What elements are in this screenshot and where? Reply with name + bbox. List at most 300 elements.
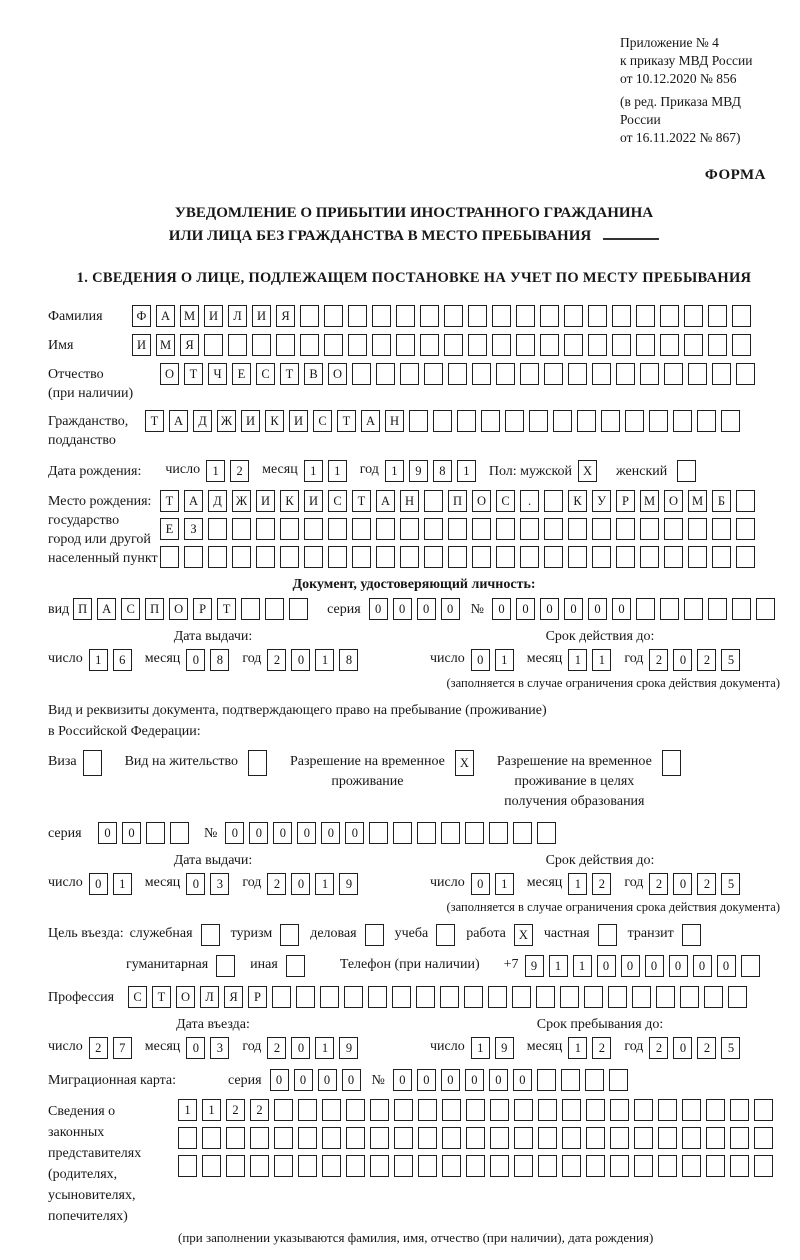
char-cell[interactable] [592,363,611,385]
char-cell[interactable]: Я [276,305,295,327]
char-cell[interactable]: 0 [249,822,268,844]
char-cell[interactable]: 0 [441,598,460,620]
char-cell[interactable] [328,546,347,568]
char-cell[interactable] [732,598,751,620]
char-cell[interactable]: М [156,334,175,356]
char-cell[interactable]: 5 [721,873,740,895]
char-cell[interactable]: 0 [98,822,117,844]
char-cell[interactable] [640,518,659,540]
char-cell[interactable]: 0 [270,1069,289,1091]
char-cell[interactable] [625,410,644,432]
char-cell[interactable]: 2 [226,1099,245,1121]
char-cell[interactable] [394,1155,413,1177]
char-cell[interactable] [608,986,627,1008]
char-cell[interactable]: Ж [217,410,236,432]
char-cell[interactable]: М [688,490,707,512]
char-cell[interactable]: С [313,410,332,432]
char-cell[interactable]: С [128,986,147,1008]
char-cell[interactable]: 0 [393,1069,412,1091]
char-cell[interactable] [706,1099,725,1121]
char-cell[interactable]: 0 [294,1069,313,1091]
char-cell[interactable]: К [280,490,299,512]
char-cell[interactable]: 8 [339,649,358,671]
char-cell[interactable] [489,822,508,844]
char-cell[interactable]: 0 [513,1069,532,1091]
char-cell[interactable] [352,518,371,540]
char-cell[interactable] [274,1127,293,1149]
char-cell[interactable]: 0 [621,955,640,977]
char-cell[interactable]: 0 [186,873,205,895]
char-cell[interactable] [538,1099,557,1121]
char-cell[interactable] [736,490,755,512]
char-cell[interactable] [564,305,583,327]
char-cell[interactable]: А [156,305,175,327]
char-cell[interactable]: О [169,598,188,620]
char-cell[interactable] [544,490,563,512]
char-cell[interactable] [369,822,388,844]
char-cell[interactable] [609,1069,628,1091]
char-cell[interactable]: 0 [297,822,316,844]
char-cell[interactable] [472,546,491,568]
char-cell[interactable]: 9 [339,873,358,895]
char-cell[interactable] [304,546,323,568]
char-cell[interactable]: 9 [495,1037,514,1059]
char-cell[interactable]: 8 [433,460,452,482]
purpose-tourism-checkbox[interactable] [280,924,299,946]
char-cell[interactable] [178,1127,197,1149]
char-cell[interactable]: 1 [471,1037,490,1059]
char-cell[interactable]: И [304,490,323,512]
char-cell[interactable] [424,490,443,512]
char-cell[interactable] [537,822,556,844]
char-cell[interactable]: Я [224,986,243,1008]
char-cell[interactable]: 1 [495,873,514,895]
char-cell[interactable] [394,1127,413,1149]
char-cell[interactable] [697,410,716,432]
char-cell[interactable] [529,410,548,432]
char-cell[interactable]: О [328,363,347,385]
char-cell[interactable] [640,363,659,385]
char-cell[interactable] [712,546,731,568]
char-cell[interactable]: Р [193,598,212,620]
char-cell[interactable]: 0 [645,955,664,977]
temp-residence-permit-checkbox[interactable]: X [455,750,474,776]
char-cell[interactable] [444,305,463,327]
char-cell[interactable]: 1 [328,460,347,482]
char-cell[interactable] [276,334,295,356]
char-cell[interactable]: 2 [649,1037,668,1059]
char-cell[interactable]: 2 [267,873,286,895]
char-cell[interactable] [592,518,611,540]
char-cell[interactable]: 1 [568,649,587,671]
char-cell[interactable]: 0 [89,873,108,895]
char-cell[interactable] [420,305,439,327]
male-checkbox[interactable]: X [578,460,597,482]
char-cell[interactable] [664,546,683,568]
char-cell[interactable]: 0 [465,1069,484,1091]
char-cell[interactable] [496,518,515,540]
char-cell[interactable] [376,363,395,385]
char-cell[interactable] [610,1127,629,1149]
char-cell[interactable]: 2 [697,873,716,895]
char-cell[interactable]: С [328,490,347,512]
char-cell[interactable]: 1 [206,460,225,482]
char-cell[interactable]: 0 [342,1069,361,1091]
char-cell[interactable]: 0 [612,598,631,620]
char-cell[interactable]: 1 [592,649,611,671]
char-cell[interactable]: 1 [549,955,568,977]
char-cell[interactable] [553,410,572,432]
char-cell[interactable]: 5 [721,1037,740,1059]
char-cell[interactable] [560,986,579,1008]
char-cell[interactable] [376,546,395,568]
char-cell[interactable]: 9 [409,460,428,482]
char-cell[interactable]: 0 [673,649,692,671]
char-cell[interactable] [409,410,428,432]
char-cell[interactable]: Л [200,986,219,1008]
char-cell[interactable] [368,986,387,1008]
char-cell[interactable] [658,1127,677,1149]
char-cell[interactable] [466,1127,485,1149]
char-cell[interactable]: Н [385,410,404,432]
char-cell[interactable] [241,598,260,620]
char-cell[interactable] [464,986,483,1008]
char-cell[interactable] [442,1099,461,1121]
char-cell[interactable] [208,546,227,568]
char-cell[interactable]: Ж [232,490,251,512]
char-cell[interactable] [586,1099,605,1121]
char-cell[interactable] [708,334,727,356]
char-cell[interactable] [544,363,563,385]
char-cell[interactable]: П [145,598,164,620]
char-cell[interactable] [420,334,439,356]
char-cell[interactable] [537,1069,556,1091]
char-cell[interactable] [514,1127,533,1149]
char-cell[interactable] [370,1099,389,1121]
char-cell[interactable]: Б [712,490,731,512]
char-cell[interactable] [418,1127,437,1149]
char-cell[interactable] [513,822,532,844]
char-cell[interactable] [588,305,607,327]
char-cell[interactable]: О [472,490,491,512]
char-cell[interactable] [544,518,563,540]
char-cell[interactable] [394,1099,413,1121]
temp-residence-permit-education-checkbox[interactable] [662,750,681,776]
char-cell[interactable]: С [256,363,275,385]
char-cell[interactable]: И [204,305,223,327]
char-cell[interactable] [457,410,476,432]
char-cell[interactable] [488,986,507,1008]
char-cell[interactable] [736,546,755,568]
char-cell[interactable]: А [169,410,188,432]
char-cell[interactable] [684,305,703,327]
char-cell[interactable] [616,546,635,568]
char-cell[interactable]: А [97,598,116,620]
char-cell[interactable] [346,1099,365,1121]
char-cell[interactable] [204,334,223,356]
char-cell[interactable] [433,410,452,432]
char-cell[interactable]: П [73,598,92,620]
char-cell[interactable] [250,1127,269,1149]
char-cell[interactable] [616,363,635,385]
char-cell[interactable] [322,1127,341,1149]
char-cell[interactable] [584,986,603,1008]
char-cell[interactable] [586,1127,605,1149]
char-cell[interactable] [561,1069,580,1091]
char-cell[interactable]: 0 [564,598,583,620]
char-cell[interactable]: 0 [492,598,511,620]
char-cell[interactable]: 0 [318,1069,337,1091]
char-cell[interactable]: Т [217,598,236,620]
char-cell[interactable] [252,334,271,356]
char-cell[interactable] [634,1155,653,1177]
purpose-study-checkbox[interactable] [436,924,455,946]
char-cell[interactable]: 1 [568,1037,587,1059]
char-cell[interactable] [612,334,631,356]
char-cell[interactable]: 0 [369,598,388,620]
char-cell[interactable]: 0 [588,598,607,620]
char-cell[interactable] [562,1155,581,1177]
char-cell[interactable] [346,1155,365,1177]
char-cell[interactable] [514,1099,533,1121]
char-cell[interactable]: Т [337,410,356,432]
char-cell[interactable] [328,518,347,540]
char-cell[interactable] [688,363,707,385]
char-cell[interactable] [704,986,723,1008]
char-cell[interactable] [682,1099,701,1121]
char-cell[interactable]: 0 [345,822,364,844]
char-cell[interactable]: 0 [471,649,490,671]
char-cell[interactable] [514,1155,533,1177]
purpose-private-checkbox[interactable] [598,924,617,946]
char-cell[interactable]: С [496,490,515,512]
char-cell[interactable]: 0 [717,955,736,977]
char-cell[interactable] [441,822,460,844]
char-cell[interactable]: 0 [291,873,310,895]
char-cell[interactable] [634,1099,653,1121]
char-cell[interactable]: 2 [267,1037,286,1059]
char-cell[interactable]: 2 [592,873,611,895]
char-cell[interactable]: 0 [673,1037,692,1059]
char-cell[interactable] [706,1127,725,1149]
char-cell[interactable]: Е [232,363,251,385]
char-cell[interactable] [146,822,165,844]
char-cell[interactable] [588,334,607,356]
char-cell[interactable]: 0 [321,822,340,844]
char-cell[interactable]: Л [228,305,247,327]
char-cell[interactable]: 2 [250,1099,269,1121]
char-cell[interactable] [736,518,755,540]
char-cell[interactable]: 1 [495,649,514,671]
char-cell[interactable] [396,334,415,356]
char-cell[interactable] [536,986,555,1008]
char-cell[interactable]: 0 [417,1069,436,1091]
char-cell[interactable] [466,1155,485,1177]
char-cell[interactable] [736,363,755,385]
char-cell[interactable] [616,518,635,540]
char-cell[interactable]: 0 [393,598,412,620]
char-cell[interactable] [370,1155,389,1177]
char-cell[interactable] [448,546,467,568]
char-cell[interactable] [712,518,731,540]
char-cell[interactable] [300,334,319,356]
char-cell[interactable]: 0 [225,822,244,844]
char-cell[interactable] [562,1099,581,1121]
char-cell[interactable] [636,334,655,356]
char-cell[interactable]: 2 [89,1037,108,1059]
char-cell[interactable]: 2 [267,649,286,671]
char-cell[interactable]: Р [616,490,635,512]
char-cell[interactable]: 2 [230,460,249,482]
char-cell[interactable] [688,546,707,568]
char-cell[interactable] [732,305,751,327]
char-cell[interactable] [472,363,491,385]
char-cell[interactable] [492,305,511,327]
char-cell[interactable] [610,1155,629,1177]
char-cell[interactable] [660,305,679,327]
char-cell[interactable]: У [592,490,611,512]
char-cell[interactable]: Т [152,986,171,1008]
char-cell[interactable] [440,986,459,1008]
char-cell[interactable] [184,546,203,568]
char-cell[interactable] [472,518,491,540]
char-cell[interactable] [298,1099,317,1121]
char-cell[interactable] [160,546,179,568]
char-cell[interactable]: З [184,518,203,540]
char-cell[interactable] [442,1127,461,1149]
char-cell[interactable]: 1 [385,460,404,482]
char-cell[interactable] [490,1155,509,1177]
char-cell[interactable] [250,1155,269,1177]
purpose-other-checkbox[interactable] [286,955,305,977]
char-cell[interactable]: С [121,598,140,620]
char-cell[interactable]: 3 [210,1037,229,1059]
char-cell[interactable]: О [176,986,195,1008]
char-cell[interactable]: А [376,490,395,512]
char-cell[interactable]: Р [248,986,267,1008]
char-cell[interactable]: 9 [339,1037,358,1059]
char-cell[interactable]: 0 [540,598,559,620]
char-cell[interactable]: 2 [697,649,716,671]
char-cell[interactable]: М [180,305,199,327]
char-cell[interactable]: Н [400,490,419,512]
char-cell[interactable] [208,518,227,540]
char-cell[interactable] [708,305,727,327]
char-cell[interactable]: И [252,305,271,327]
char-cell[interactable] [370,1127,389,1149]
char-cell[interactable] [520,518,539,540]
char-cell[interactable]: 0 [516,598,535,620]
purpose-business-checkbox[interactable] [365,924,384,946]
char-cell[interactable]: Ф [132,305,151,327]
char-cell[interactable] [344,986,363,1008]
char-cell[interactable] [468,334,487,356]
char-cell[interactable] [664,363,683,385]
char-cell[interactable]: 0 [489,1069,508,1091]
char-cell[interactable] [730,1099,749,1121]
char-cell[interactable] [660,334,679,356]
char-cell[interactable] [226,1127,245,1149]
char-cell[interactable] [352,546,371,568]
char-cell[interactable]: Т [280,363,299,385]
char-cell[interactable]: Т [145,410,164,432]
char-cell[interactable]: 0 [273,822,292,844]
char-cell[interactable] [708,598,727,620]
char-cell[interactable] [298,1127,317,1149]
char-cell[interactable]: 1 [315,873,334,895]
char-cell[interactable] [274,1099,293,1121]
char-cell[interactable] [424,518,443,540]
char-cell[interactable] [202,1127,221,1149]
female-checkbox[interactable] [677,460,696,482]
char-cell[interactable] [636,598,655,620]
purpose-transit-checkbox[interactable] [682,924,701,946]
char-cell[interactable] [448,518,467,540]
char-cell[interactable] [730,1127,749,1149]
char-cell[interactable]: 0 [417,598,436,620]
char-cell[interactable] [490,1099,509,1121]
char-cell[interactable] [392,986,411,1008]
char-cell[interactable]: Д [208,490,227,512]
char-cell[interactable] [540,334,559,356]
char-cell[interactable] [322,1155,341,1177]
char-cell[interactable]: 7 [113,1037,132,1059]
char-cell[interactable] [754,1127,773,1149]
char-cell[interactable] [265,598,284,620]
char-cell[interactable] [400,518,419,540]
char-cell[interactable] [352,363,371,385]
char-cell[interactable]: 0 [471,873,490,895]
char-cell[interactable] [544,546,563,568]
char-cell[interactable]: А [184,490,203,512]
char-cell[interactable] [756,598,775,620]
char-cell[interactable] [684,598,703,620]
char-cell[interactable]: 6 [113,649,132,671]
char-cell[interactable] [516,305,535,327]
char-cell[interactable] [640,546,659,568]
char-cell[interactable] [496,363,515,385]
char-cell[interactable] [568,363,587,385]
char-cell[interactable] [673,410,692,432]
char-cell[interactable] [516,334,535,356]
char-cell[interactable] [658,1155,677,1177]
char-cell[interactable]: Я [180,334,199,356]
char-cell[interactable]: 0 [673,873,692,895]
char-cell[interactable] [505,410,524,432]
char-cell[interactable]: К [568,490,587,512]
char-cell[interactable]: 5 [721,649,740,671]
char-cell[interactable] [324,334,343,356]
char-cell[interactable]: 8 [210,649,229,671]
char-cell[interactable] [348,334,367,356]
char-cell[interactable] [232,518,251,540]
char-cell[interactable] [372,334,391,356]
char-cell[interactable] [178,1155,197,1177]
char-cell[interactable]: 0 [693,955,712,977]
char-cell[interactable]: 2 [592,1037,611,1059]
char-cell[interactable]: 0 [669,955,688,977]
char-cell[interactable]: 1 [568,873,587,895]
char-cell[interactable]: 1 [457,460,476,482]
char-cell[interactable] [228,334,247,356]
char-cell[interactable]: 1 [315,649,334,671]
char-cell[interactable] [348,305,367,327]
char-cell[interactable] [682,1155,701,1177]
purpose-official-checkbox[interactable] [201,924,220,946]
char-cell[interactable] [732,334,751,356]
char-cell[interactable] [632,986,651,1008]
char-cell[interactable] [468,305,487,327]
